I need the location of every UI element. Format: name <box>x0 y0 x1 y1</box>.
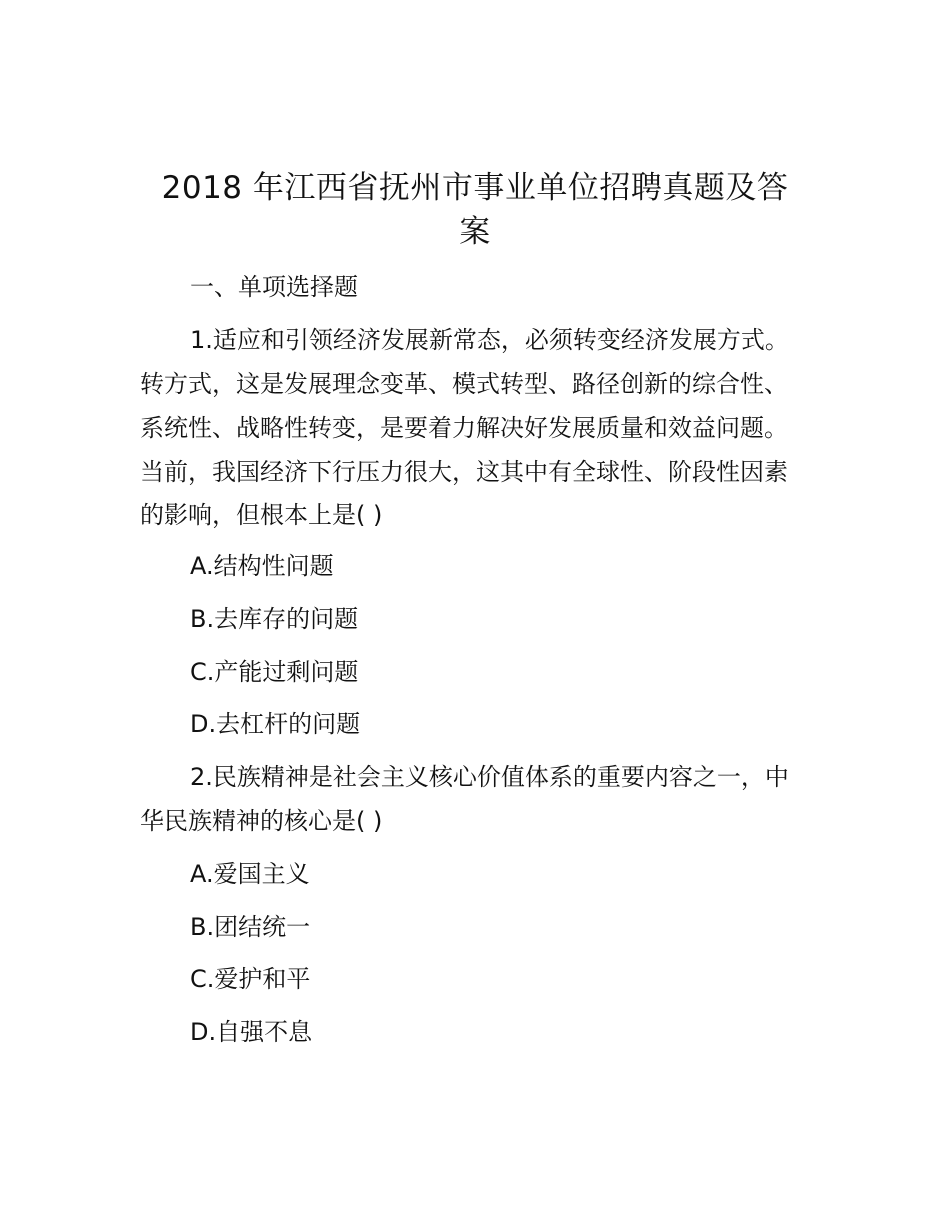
title-line-1: 2018 年江西省抚州市事业单位招聘真题及答 <box>161 170 789 206</box>
question-2-option-c: C.爱护和平 <box>190 965 311 993</box>
question-1-line-2: 转方式，这是发展理念变革、模式转型、路径创新的综合性、 <box>140 370 788 398</box>
question-1-option-a: A.结构性问题 <box>190 552 334 580</box>
document-title <box>140 166 810 254</box>
question-2-option-b: B.团结统一 <box>190 913 311 941</box>
question-1-option-c: C.产能过剩问题 <box>190 658 359 686</box>
question-2-option-d: D.自强不息 <box>190 1018 313 1046</box>
question-1-line-1: 1.适应和引领经济发展新常态，必须转变经济发展方式。 <box>190 326 789 354</box>
section-heading: 一、单项选择题 <box>190 273 358 301</box>
question-2-line-1: 2.民族精神是社会主义核心价值体系的重要内容之一，中 <box>190 763 789 791</box>
question-1-option-d: D.去杠杆的问题 <box>190 710 361 738</box>
question-1-line-3: 系统性、战略性转变，是要着力解决好发展质量和效益问题。 <box>140 414 788 442</box>
question-2-option-a: A.爱国主义 <box>190 860 310 888</box>
question-1-option-b: B.去库存的问题 <box>190 605 359 633</box>
question-2-line-2: 华民族精神的核心是( ) <box>140 807 383 835</box>
question-1-line-4: 当前，我国经济下行压力很大，这其中有全球性、阶段性因素 <box>140 458 788 486</box>
question-1-line-5: 的影响，但根本上是( ) <box>140 501 383 529</box>
title-line-2: 案 <box>459 214 491 250</box>
